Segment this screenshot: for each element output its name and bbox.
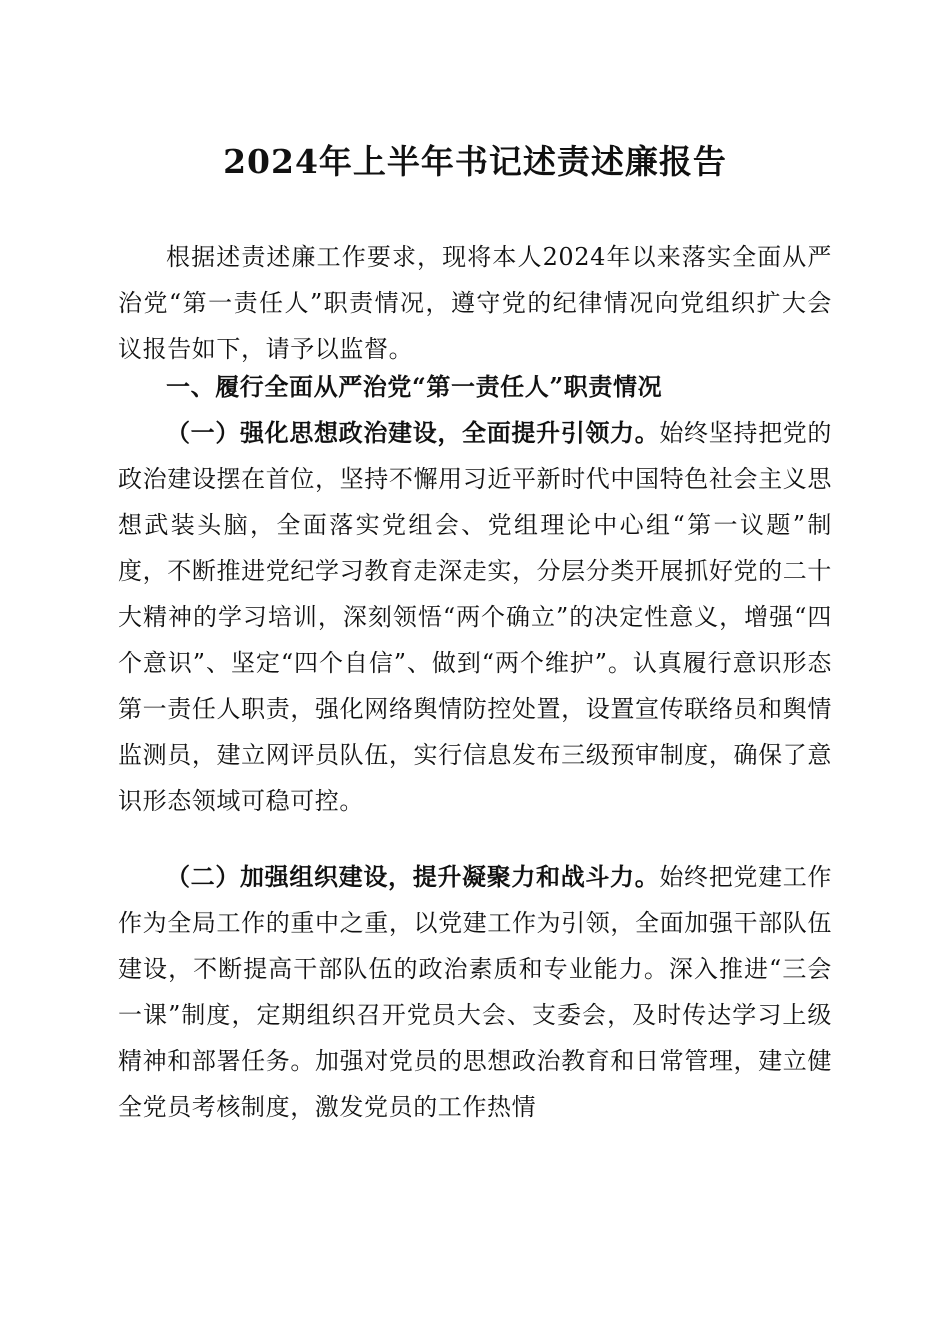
paragraph-2-body: 始终把党建工作作为全局工作的重中之重，以党建工作为引领，全面加强干部队伍建设，不断提高干部队伍的政治素质和专业能力。深入推进“三会一课”制度，定期组织召开党员大会、支委会，及时传达学习上级精神和部署任务。加强对党员的思想政治教育和日常管理，建立健全党员考核制度，激发党员的工作热情	[118, 863, 833, 1121]
document-title: 2024年上半年书记述责述廉报告	[223, 142, 727, 181]
section-1-paragraph-1	[118, 410, 832, 824]
section-1-paragraph-2	[118, 854, 832, 1130]
intro-paragraph: 根据述责述廉工作要求，现将本人2024年以来落实全面从严治党“第一责任人”职责情况，遵守党的纪律情况向党组织扩大会议报告如下，请予以监督。	[118, 243, 832, 363]
paragraph-1-body: 始终坚持把党的政治建设摆在首位，坚持不懈用习近平新时代中国特色社会主义思想武装头脑，全面落实党组会、党组理论中心组“第一议题”制度，不断推进党纪学习教育走深走实，分层分类开展抓好党的二十大精神的学习培训，深刻领悟“两个确立”的决定性意义，增强“四个意识”、坚定“四个自信”、做到“两个维护”。认真履行意识形态第一责任人职责，强化网络舆情防控处置，设置宣传联络员和舆情监测员，建立网评员队伍，实行信息发布三级预审制度，确保了意识形态领域可稳可控。	[118, 419, 833, 815]
paragraph-1-lead: （一）强化思想政治建设，全面提升引领力。	[166, 418, 660, 447]
paragraph-2-lead: （二）加强组织建设，提升凝聚力和战斗力。	[166, 862, 660, 891]
section-1-heading: 一、履行全面从严治党“第一责任人”职责情况	[166, 372, 663, 401]
